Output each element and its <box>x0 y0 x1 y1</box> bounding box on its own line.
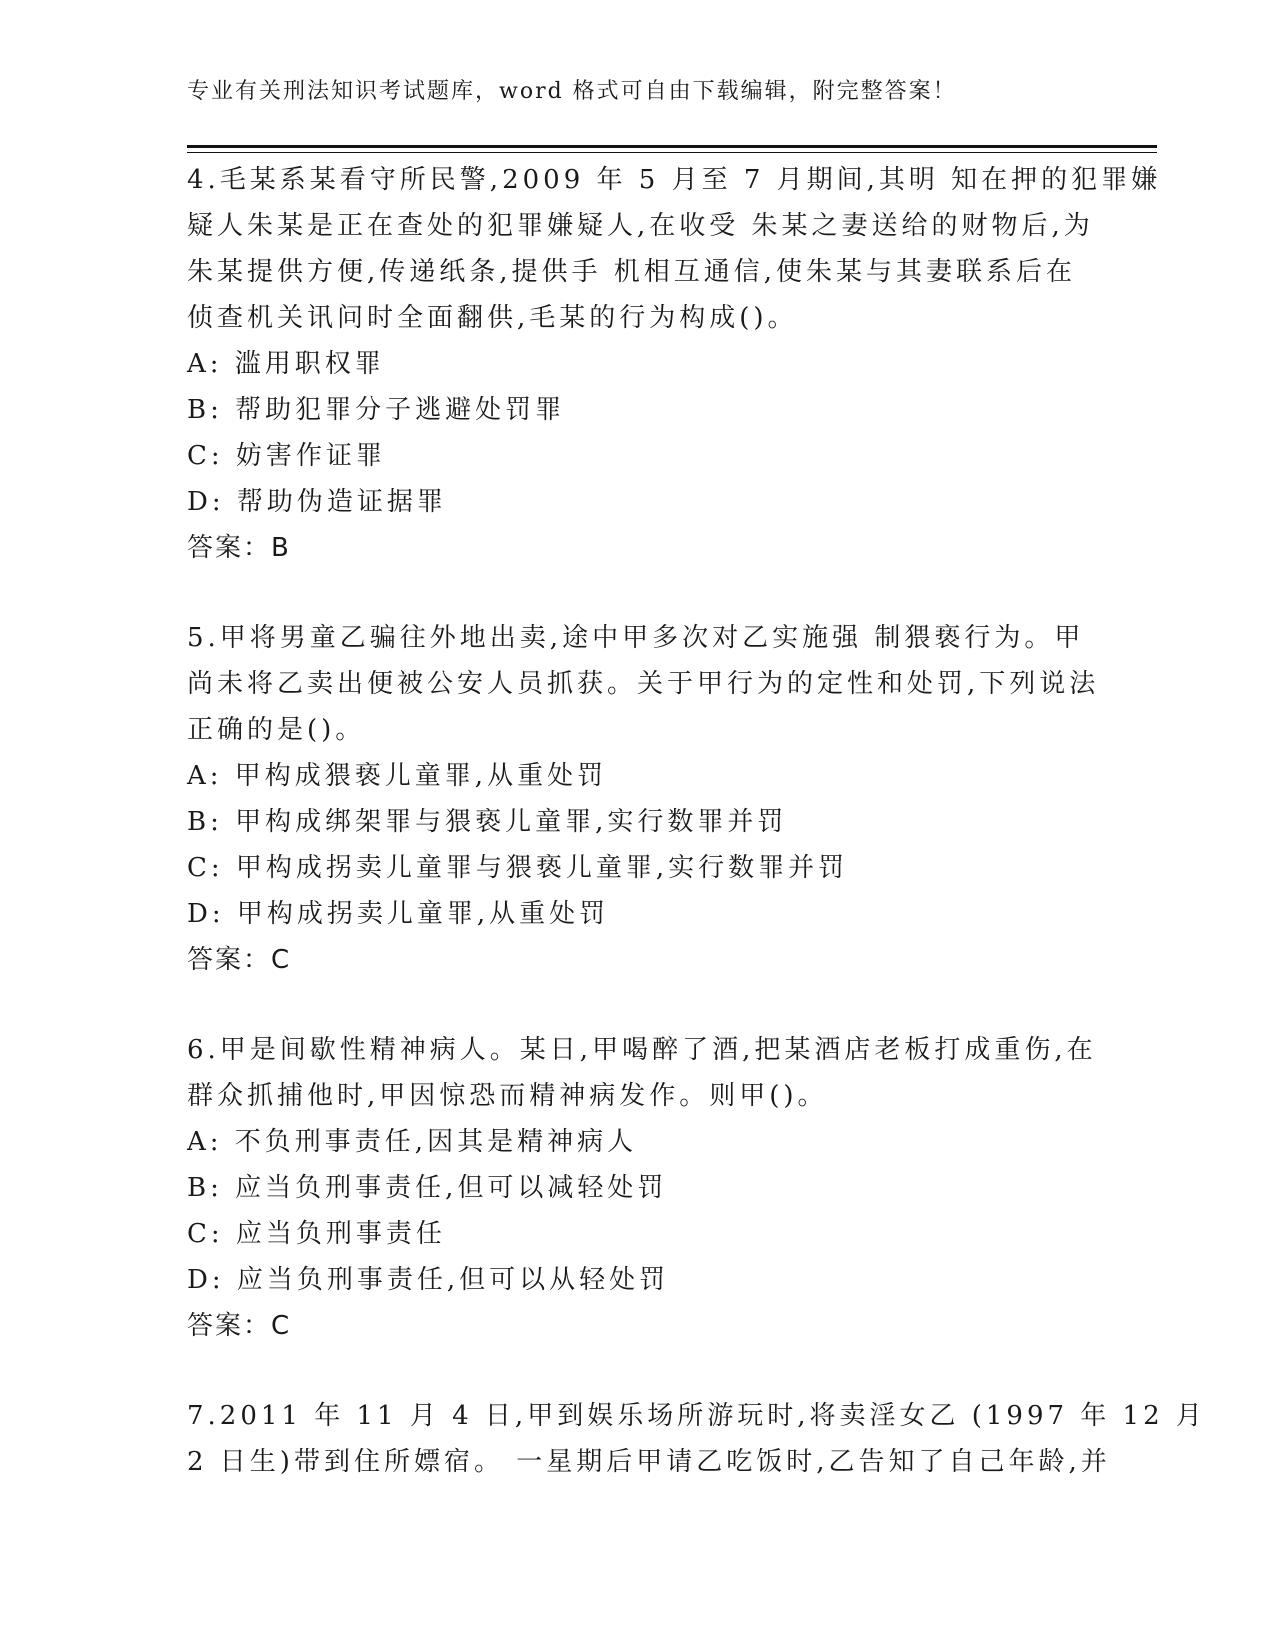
question-stem-line: 6.甲是间歇性精神病人。某日,甲喝醉了酒,把某酒店老板打成重伤,在 <box>187 1035 1097 1065</box>
option-c: C: 妨害作证罪 <box>187 441 386 471</box>
option-a: A: 甲构成猥亵儿童罪,从重处罚 <box>187 761 608 791</box>
header-rule-thin <box>187 152 1157 153</box>
option-b: B: 帮助犯罪分子逃避处罚罪 <box>187 395 566 425</box>
option-d: D: 甲构成拐卖儿童罪,从重处罚 <box>187 899 610 929</box>
question-stem-line: 尚未将乙卖出便被公安人员抓获。关于甲行为的定性和处罚,下列说法 <box>187 669 1100 699</box>
option-d: D: 帮助伪造证据罪 <box>187 487 447 517</box>
question-stem-line: 朱某提供方便,传递纸条,提供手 机相互通信,使朱某与其妻联系后在 <box>187 257 1077 287</box>
question-list <box>187 157 1206 1485</box>
question-stem-line: 疑人朱某是正在查处的犯罪嫌疑人,在收受 朱某之妻送给的财物后,为 <box>187 211 1094 241</box>
page-header: 专业有关刑法知识考试题库，word 格式可自由下载编辑，附完整答案！ <box>187 79 957 104</box>
option-b: B: 应当负刑事责任,但可以减轻处罚 <box>187 1173 668 1203</box>
question-stem-line: 正确的是()。 <box>187 715 366 745</box>
answer-line: 答案：B <box>187 533 291 563</box>
answer-line: 答案：C <box>187 945 292 975</box>
question-stem-line: 5.甲将男童乙骗往外地出卖,途中甲多次对乙实施强 制猥亵行为。甲 <box>187 623 1085 653</box>
question-stem-line: 群众抓捕他时,甲因惊恐而精神病发作。则甲()。 <box>187 1081 828 1111</box>
question-7 <box>187 1393 1206 1485</box>
question-4 <box>187 157 1162 571</box>
option-c: C: 甲构成拐卖儿童罪与猥亵儿童罪,实行数罪并罚 <box>187 853 849 883</box>
option-d: D: 应当负刑事责任,但可以从轻处罚 <box>187 1265 670 1295</box>
question-stem-line: 2 日生)带到住所嫖宿。 一星期后甲请乙吃饭时,乙告知了自己年龄,并 <box>187 1447 1111 1477</box>
answer-line: 答案：C <box>187 1311 292 1341</box>
question-6 <box>187 1027 1097 1349</box>
question-stem-line: 侦查机关讯问时全面翻供,毛某的行为构成()。 <box>187 303 798 333</box>
question-stem-line: 4.毛某系某看守所民警,2009 年 5 月至 7 月期间,其明 知在押的犯罪嫌 <box>187 165 1162 195</box>
option-b: B: 甲构成绑架罪与猥亵儿童罪,实行数罪并罚 <box>187 807 788 837</box>
option-a: A: 滥用职权罪 <box>187 349 385 379</box>
option-c: C: 应当负刑事责任 <box>187 1219 446 1249</box>
header-rule-thick <box>187 145 1157 148</box>
question-stem-line: 7.2011 年 11 月 4 日,甲到娱乐场所游玩时,将卖淫女乙 (1997 年 12 月 <box>187 1401 1206 1431</box>
option-a: A: 不负刑事责任,因其是精神病人 <box>187 1127 638 1157</box>
question-5 <box>187 615 1100 983</box>
